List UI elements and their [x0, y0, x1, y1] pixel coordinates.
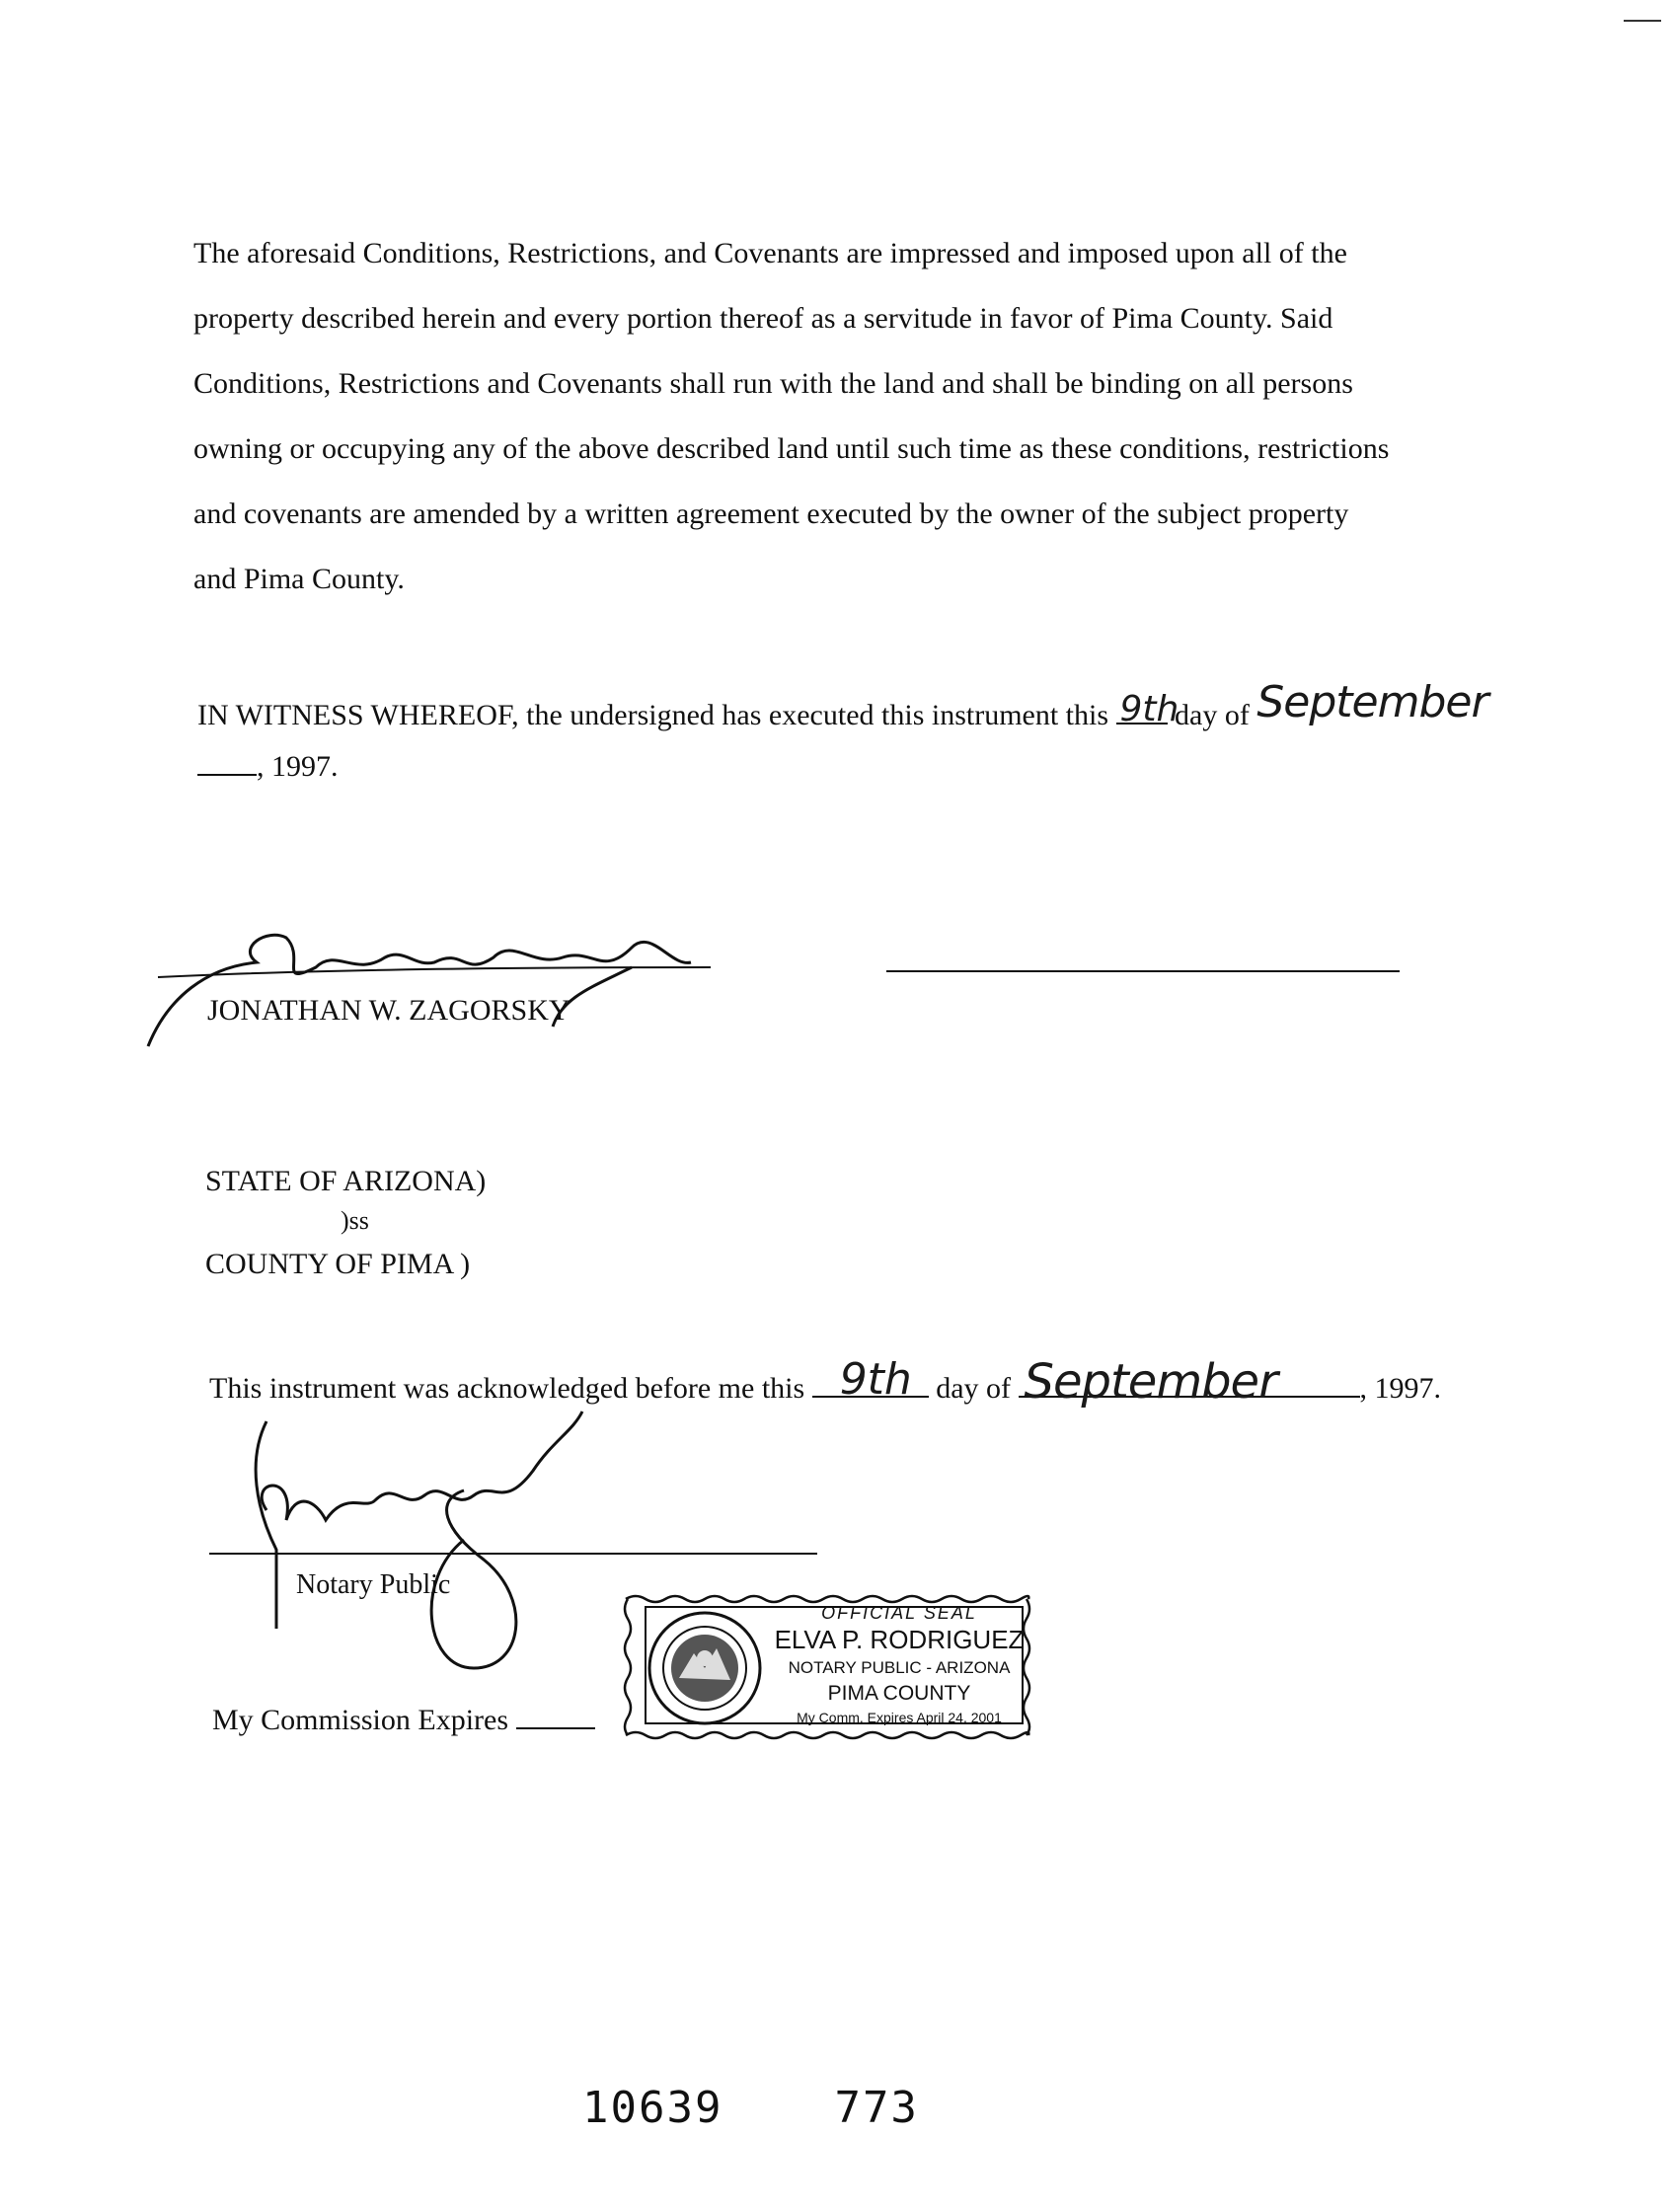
ack-day-blank: [812, 1354, 929, 1405]
seal-header: OFFICIAL SEAL: [821, 1603, 977, 1623]
second-signature-line: [886, 970, 1400, 972]
seal-county: PIMA COUNTY: [827, 1682, 971, 1705]
notary-title: Notary Public: [296, 1569, 451, 1600]
ack-middle: day of: [936, 1372, 1011, 1405]
commission-label: My Commission Expires: [212, 1704, 509, 1736]
ack-day-handwritten: 9th: [839, 1354, 912, 1405]
witness-clause: [197, 677, 1488, 735]
paragraph-line: and covenants are amended by a written agreement executed by the owner of the subject property: [193, 497, 1349, 530]
paragraph-line: and Pima County.: [193, 563, 405, 595]
seal-expiration: My Comm. Expires April 24, 2001: [797, 1710, 1002, 1725]
notary-seal: [620, 1589, 1034, 1743]
notary-signature-line: [209, 1553, 817, 1555]
notary-signature-drawing: [237, 1402, 612, 1688]
document-number: [582, 2083, 919, 2133]
paragraph-line: The aforesaid Conditions, Restrictions, and Covenants are impressed and imposed upon all of the: [193, 237, 1347, 269]
ack-month-blank: [1019, 1354, 1360, 1410]
commission-expires: [212, 1704, 595, 1737]
seal-notary-name: ELVA P. RODRIGUEZ: [774, 1625, 1025, 1654]
venue-state: STATE OF ARIZONA): [205, 1165, 487, 1197]
witness-day-handwritten: 9th: [1119, 689, 1179, 729]
ack-prefix: This instrument was acknowledged before me this: [209, 1372, 805, 1405]
seal-notary-public: NOTARY PUBLIC - ARIZONA: [788, 1658, 1011, 1677]
witness-month-handwritten: September: [1256, 677, 1488, 727]
ack-suffix: , 1997.: [1359, 1372, 1441, 1405]
witness-year: , 1997.: [257, 750, 339, 783]
witness-day-blank: [1116, 689, 1179, 729]
witness-year-line: [197, 750, 339, 784]
state-seal-icon: [649, 1613, 760, 1723]
page-number: 773: [834, 2083, 919, 2133]
signer-signature-drawing: [138, 908, 730, 1056]
commission-blank: [516, 1727, 595, 1729]
witness-prefix: IN WITNESS WHEREOF, the undersigned has executed this instrument this: [197, 699, 1109, 731]
covenants-paragraph: [193, 221, 1496, 612]
witness-middle: day of: [1175, 699, 1250, 731]
paragraph-line: property described herein and every portion thereof as a servitude in favor of Pima County. Said: [193, 302, 1333, 335]
ack-month-handwritten: September: [1024, 1354, 1277, 1410]
venue-ss: )ss: [341, 1206, 369, 1235]
paragraph-line: owning or occupying any of the above described land until such time as these conditions, restrictions: [193, 432, 1390, 465]
venue-county: COUNTY OF PIMA ): [205, 1248, 471, 1280]
acknowledgment-clause: [209, 1354, 1441, 1410]
witness-year-blank: [197, 774, 257, 776]
paragraph-line: Conditions, Restrictions and Covenants shall run with the land and shall be binding on all persons: [193, 367, 1353, 400]
book-number: 10639: [582, 2083, 723, 2133]
signer-name: JONATHAN W. ZAGORSKY: [207, 994, 571, 1027]
corner-mark: [1624, 20, 1661, 22]
